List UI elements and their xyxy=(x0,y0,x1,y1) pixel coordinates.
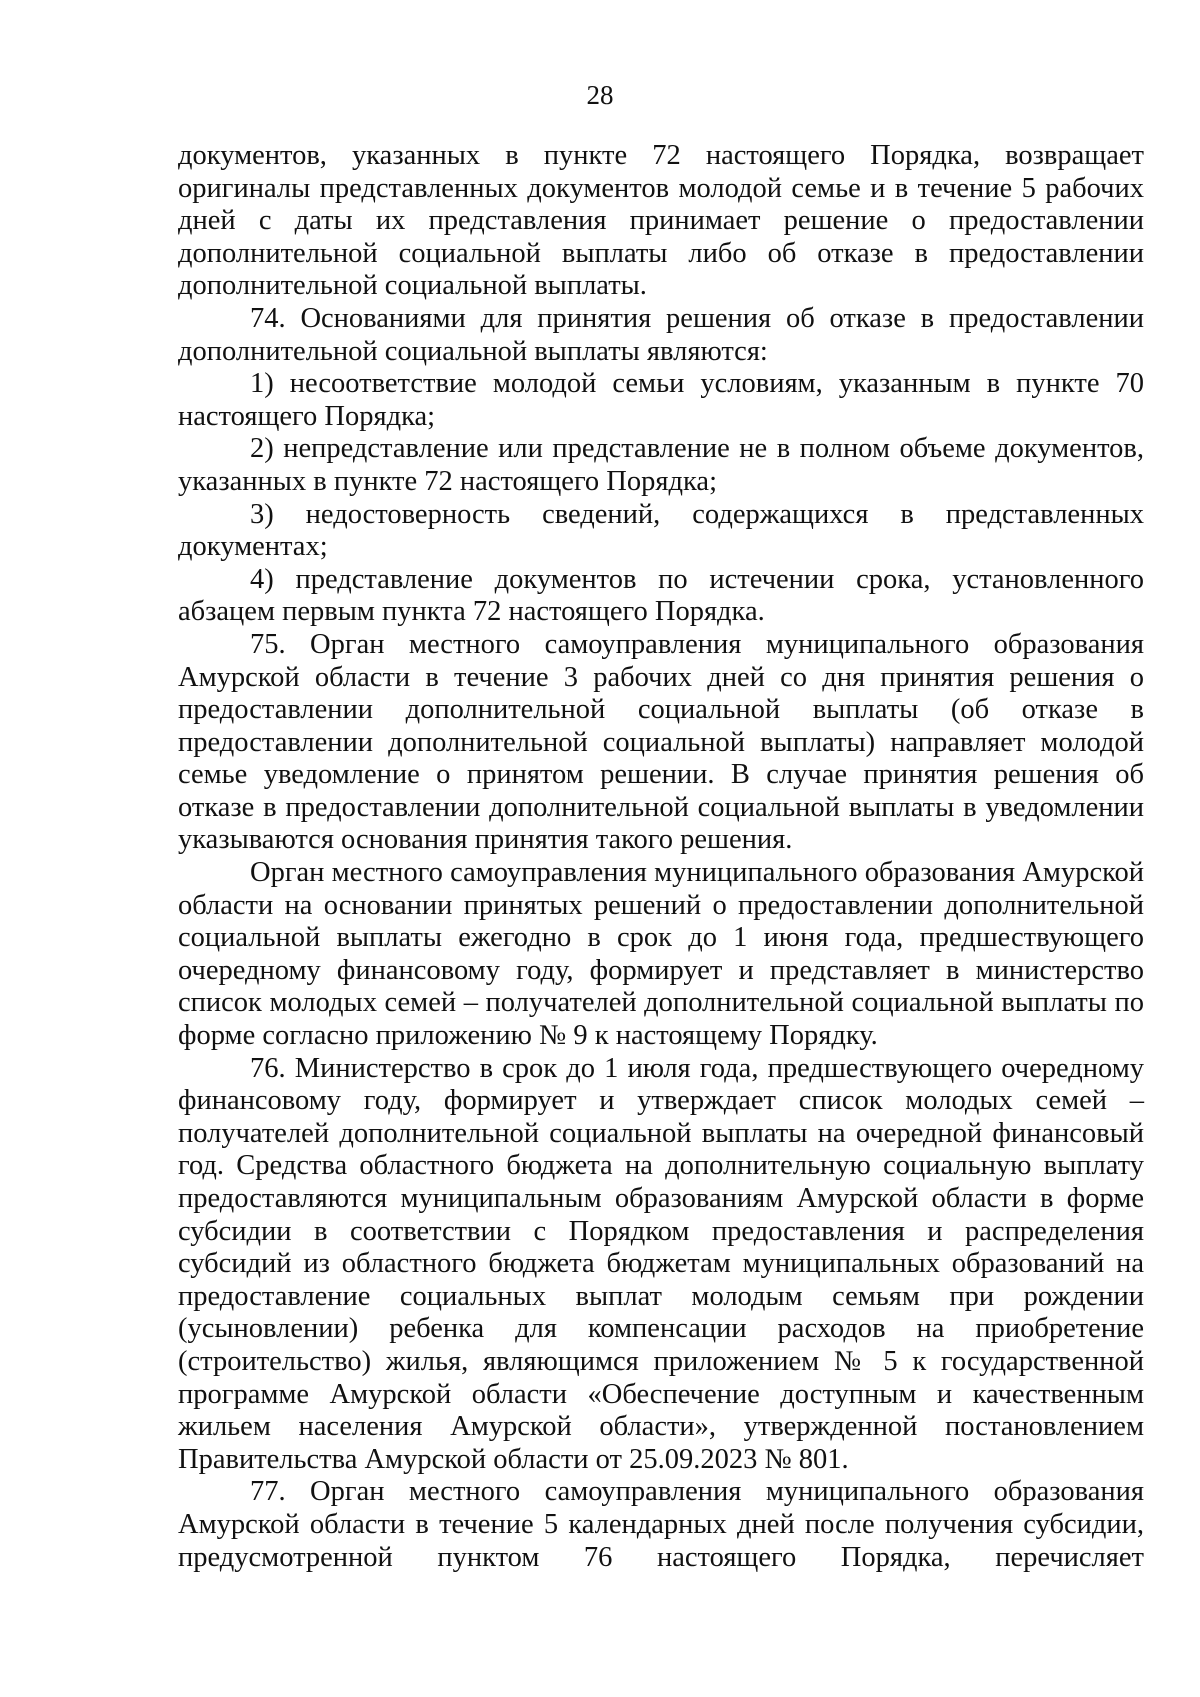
paragraph-76: 76. Министерство в срок до 1 июля года, предшествующего очередному финансовому году, формирует и утверждает список молодых семей – получателей дополнительной социальной выплаты на очередной финансовый год. Средства областного бюджета на дополнительную социальную выплату предоставляются муниципальным образованиям Амурской области в форме субсидии в соответствии с Порядком предоставления и распределения субсидий из областного бюджета бюджетам муниципальных образований на предоставление социальных выплат молодым семьям при рождении (усыновлении) ребенка для компенсации расходов на приобретение (строительство) жилья, являющимся приложением № 5 к государственной программе Амурской области «Обеспечение доступным и качественным жильем населения Амурской области», утвержденной постановлением Правительства Амурской области от 25.09.2023 № 801. xyxy=(178,1052,1144,1475)
list-item-74-4: 4) представление документов по истечении срока, установленного абзацем первым пункта 72 настоящего Порядка. xyxy=(178,563,1144,628)
paragraph-74: 74. Основаниями для принятия решения об отказе в предоставлении дополнительной социальной выплаты являются: xyxy=(178,302,1144,367)
list-item-74-2: 2) непредставление или представление не в полном объеме документов, указанных в пункте 72 настоящего Порядка; xyxy=(178,433,1144,497)
paragraph-75-second: Орган местного самоуправления муниципального образования Амурской области на основании принятых решений о предоставлении дополнительной социальной выплаты ежегодно в срок до 1 июня года, предшествующего очередному финансовому году, формирует и представляет в министерство список молодых семей – получателей дополнительной социальной выплаты по форме согласно приложению № 9 к настоящему Порядку. xyxy=(178,857,1144,1052)
list-item-74-3: 3) недостоверность сведений, содержащихся в представленных документах; xyxy=(178,498,1144,563)
page-number: 28 xyxy=(586,80,614,110)
paragraph-continuation: документов, указанных в пункте 72 настоящего Порядка, возвращает оригиналы представленных документов молодой семье и в течение 5 рабочих дней с даты их представления принимает решение о предоставлении дополнительной социальной выплаты либо об отказе в предоставлении дополнительной социальной выплаты. xyxy=(178,140,1144,302)
list-item-74-1: 1) несоответствие молодой семьи условиям, указанным в пункте 70 настоящего Порядка; xyxy=(178,368,1144,432)
document-body xyxy=(178,140,1144,1574)
paragraph-77: 77. Орган местного самоуправления муниципального образования Амурской области в течение 5 календарных дней после получения субсидии, предусмотренной пунктом 76 настоящего Порядка, перечисляет xyxy=(178,1476,1144,1573)
paragraph-75: 75. Орган местного самоуправления муниципального образования Амурской области в течение 3 рабочих дней со дня принятия решения о предоставлении дополнительной социальной выплаты (об отказе в предоставлении дополнительной социальной выплаты) направляет молодой семье уведомление о принятом решении. В случае принятия решения об отказе в предоставлении дополнительной социальной выплаты в уведомлении указываются основания принятия такого решения. xyxy=(178,628,1144,856)
